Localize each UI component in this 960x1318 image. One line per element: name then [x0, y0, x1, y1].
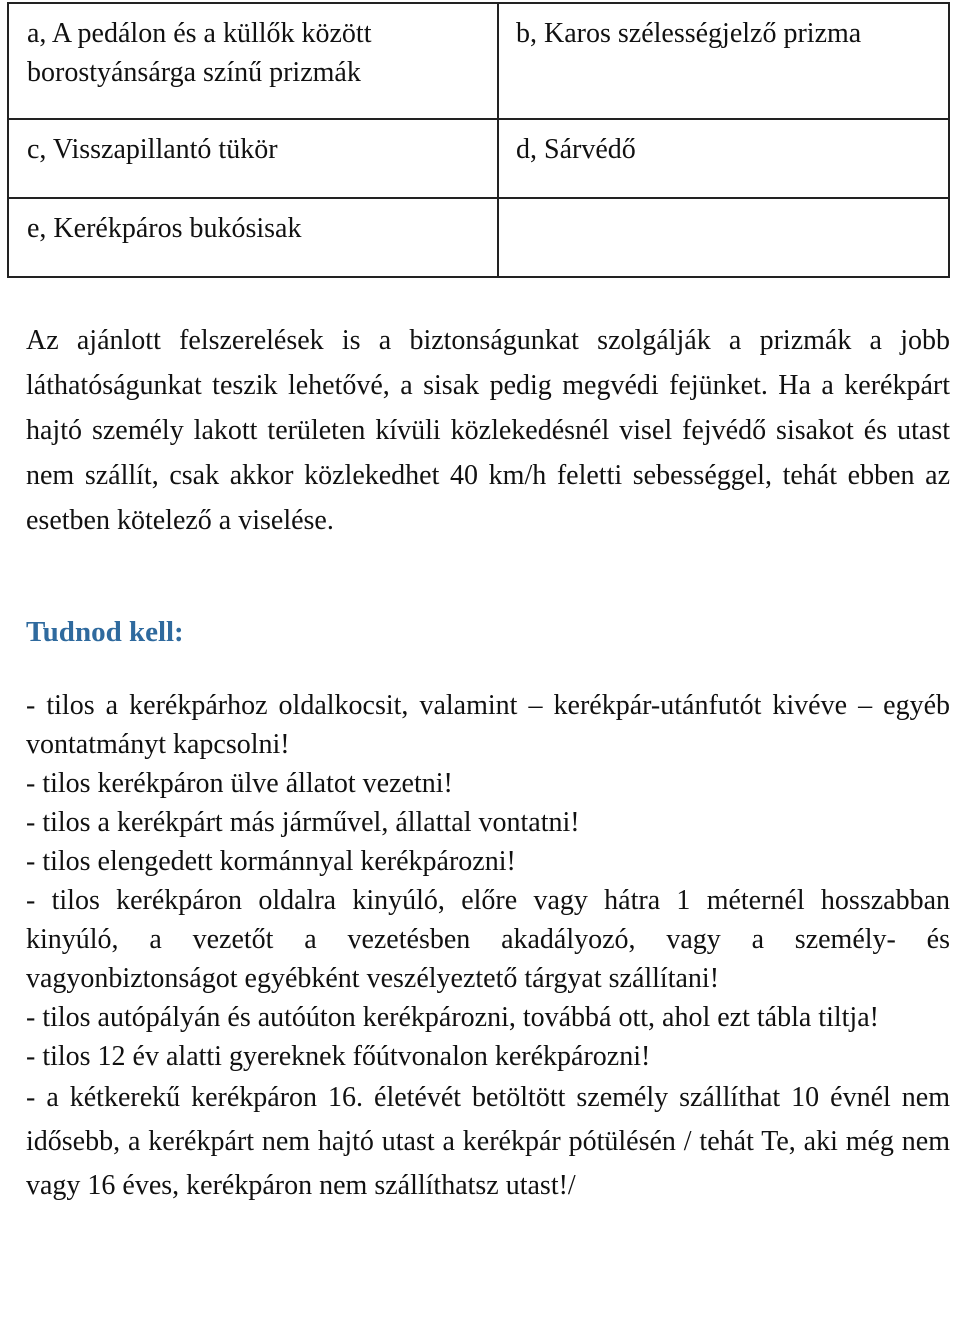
table-cell-empty [498, 198, 949, 278]
section-heading: Tudnod kell: [26, 616, 184, 648]
table-cell: c, Visszapillantó tükör [8, 119, 498, 197]
table-row [8, 198, 949, 278]
list-item: - tilos a kerékpárhoz oldalkocsit, valamint – kerékpár-utánfutót kivéve – egyéb vontatmányt kapcsolni! [26, 690, 950, 760]
list-item: - a kétkerekű kerékpáron 16. életévét betöltött személy szállíthat 10 évnél nem idősebb, a kerékpárt nem hajtó utast a kerékpár pótülésén / tehát Te, aki még nem vagy 16 éves, kerékpáron nem szállíthatsz utast!/ [26, 1082, 950, 1201]
list-item: - tilos 12 év alatti gyereknek főútvonalon kerékpározni! [26, 1041, 651, 1072]
rules-list [26, 686, 950, 1208]
intro-paragraph: Az ajánlott felszerelések is a biztonságunkat szolgálják a prizmák a jobb láthatóságunkat teszik lehetővé, a sisak pedig megvédi fejünket. Ha a kerékpárt hajtó személy lakott területen kívüli közlekedésnél visel fejvédő sisakot és utast nem szállít, csak akkor közlekedhet 40 km/h feletti sebességgel, tehát ebben az esetben kötelező a viselése. [26, 325, 950, 536]
list-item: - tilos a kerékpárt más járművel, állattal vontatni! [26, 807, 580, 838]
list-item: - tilos elengedett kormánnyal kerékpározni! [26, 846, 516, 877]
table-cell: e, Kerékpáros bukósisak [8, 198, 498, 278]
equipment-table [7, 2, 950, 278]
table-cell: d, Sárvédő [498, 119, 949, 197]
table-row [8, 119, 949, 197]
table-cell: a, A pedálon és a küllők között borostyánsárga színű prizmák [8, 3, 498, 119]
list-item: - tilos autópályán és autóúton kerékpározni, továbbá ott, ahol ezt tábla tiltja! [26, 1002, 879, 1033]
list-item: - tilos kerékpáron ülve állatot vezetni! [26, 768, 453, 799]
table-row [8, 3, 949, 119]
list-item: - tilos kerékpáron oldalra kinyúló, előre vagy hátra 1 méternél hosszabban kinyúló, a vezetőt a vezetésben akadályozó, vagy a személy- és vagyonbiztonságot egyébként veszélyeztető tárgyat szállítani! [26, 885, 950, 994]
table-cell: b, Karos szélességjelző prizma [498, 3, 949, 119]
